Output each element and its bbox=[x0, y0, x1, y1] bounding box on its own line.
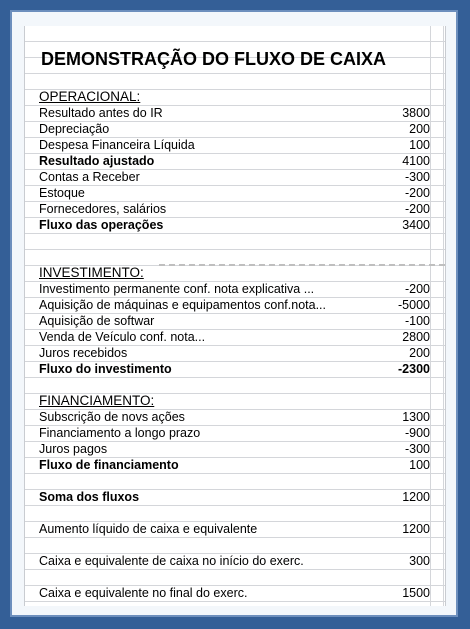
table-row: Subscrição de novs ações 1300 bbox=[39, 410, 430, 424]
column-divider bbox=[443, 26, 444, 606]
table-row: Caixa e equivalente de caixa no início do exerc. 300 bbox=[39, 554, 430, 568]
table-row: Financiamento a longo prazo -900 bbox=[39, 426, 430, 440]
table-row: Juros pagos -300 bbox=[39, 442, 430, 456]
section-header-operacional: OPERACIONAL: bbox=[39, 89, 141, 104]
table-row: Aquisição de softwar -100 bbox=[39, 314, 430, 328]
table-row: Fornecedores, salários -200 bbox=[39, 202, 430, 216]
table-row: Aquisição de máquinas e equipamentos conf.nota... -5000 bbox=[39, 298, 430, 312]
table-row: Despesa Financeira Líquida 100 bbox=[39, 138, 430, 152]
table-row-total: Fluxo das operações 3400 bbox=[39, 218, 430, 232]
table-row: Resultado antes do IR 3800 bbox=[39, 106, 430, 120]
table-row: Estoque -200 bbox=[39, 186, 430, 200]
document-frame bbox=[10, 10, 458, 617]
table-row: Investimento permanente conf. nota explicativa ... -200 bbox=[39, 282, 430, 296]
section-header-financiamento: FINANCIAMENTO: bbox=[39, 393, 155, 408]
table-row-total: Fluxo do investimento -2300 bbox=[39, 362, 430, 376]
table-row-subtotal: Resultado ajustado 4100 bbox=[39, 154, 430, 168]
table-row-sum: Soma dos fluxos 1200 bbox=[39, 490, 430, 504]
table-row: Juros recebidos 200 bbox=[39, 346, 430, 360]
column-divider bbox=[430, 26, 431, 606]
page-title: DEMONSTRAÇÃO DO FLUXO DE CAIXA bbox=[41, 49, 387, 69]
table-row: Depreciação 200 bbox=[39, 122, 430, 136]
spreadsheet-area bbox=[24, 26, 446, 606]
section-header-investimento: INVESTIMENTO: bbox=[39, 265, 144, 280]
table-row: Aumento líquido de caixa e equivalente 1200 bbox=[39, 522, 430, 536]
table-row: Venda de Veículo conf. nota... 2800 bbox=[39, 330, 430, 344]
table-row: Caixa e equivalente no final do exerc. 1500 bbox=[39, 586, 430, 600]
table-row: Contas a Receber -300 bbox=[39, 170, 430, 184]
table-row-total: Fluxo de financiamento 100 bbox=[39, 458, 430, 472]
